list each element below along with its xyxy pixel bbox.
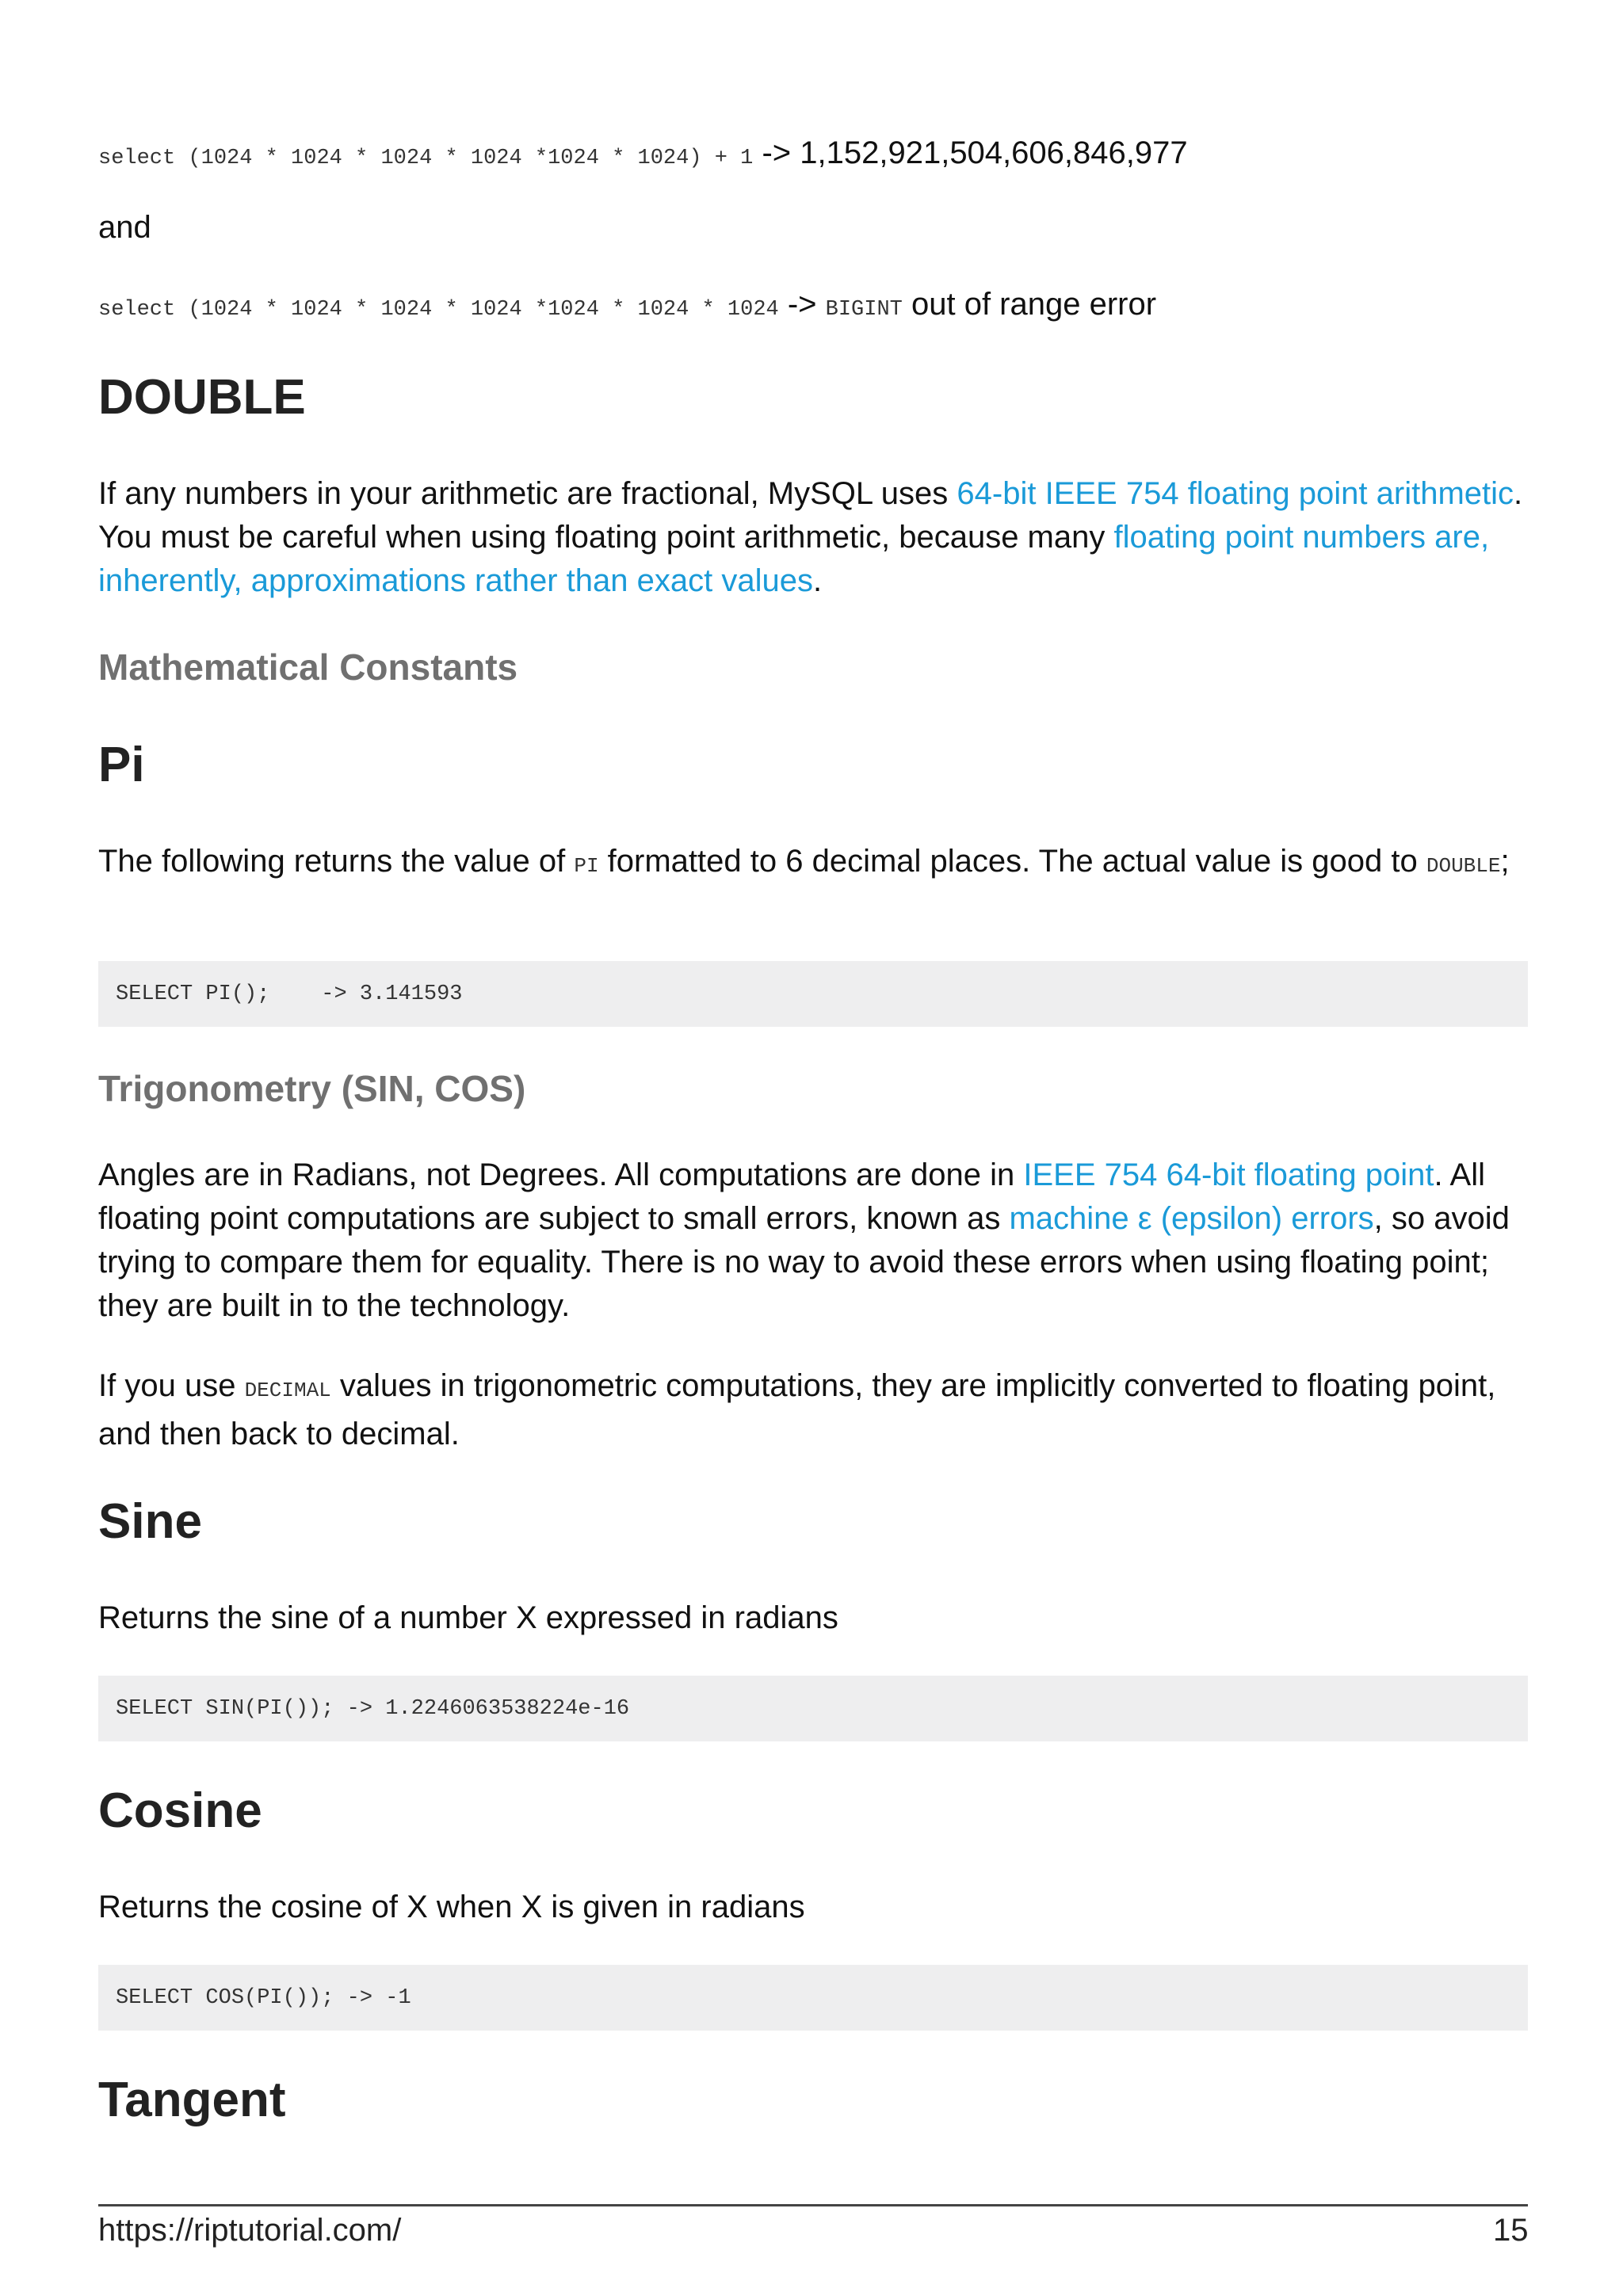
text-run: . All floating point computations are subject to small errors, known as <box>98 1158 1485 1236</box>
heading-sine: Sine <box>98 1494 202 1549</box>
text-run: . <box>812 563 823 598</box>
ieee-754-link[interactable]: 64-bit IEEE 754 floating point arithmetic <box>957 476 1514 511</box>
page-number: 15 <box>1493 2213 1529 2248</box>
text-run: values in trigonometric computations, they are implicitly converted to floating point, and then back to decimal. <box>98 1368 1496 1451</box>
heading-mathematical-constants: Mathematical Constants <box>98 646 518 688</box>
and-text: and <box>98 210 151 245</box>
bigint-overflow-line <box>98 283 1528 332</box>
footer-divider <box>98 2204 1528 2206</box>
text-run: Angles are in Radians, not Degrees. All computations are done in <box>98 1158 1024 1192</box>
arrow-text: -> <box>778 287 826 322</box>
heading-tangent: Tangent <box>98 2073 286 2127</box>
approximations-link[interactable]: floating point numbers are, inherently, approximations rather than exact values <box>98 520 1490 598</box>
double-paragraph <box>98 472 1528 603</box>
sine-description: Returns the sine of a number X expressed in radians <box>98 1600 838 1635</box>
inline-code: select (1024 * 1024 * 1024 * 1024 *1024 * 1024 * 1024 <box>98 298 779 322</box>
inline-code: DECIMAL <box>244 1379 331 1402</box>
text-run: , so avoid trying to compare them for equality. There is no way to avoid these errors when using floating point; they are built in to the technology. <box>98 1201 1510 1323</box>
cosine-description: Returns the cosine of X when X is given in radians <box>98 1890 805 1924</box>
inline-code: DOUBLE <box>1426 854 1501 878</box>
trig-paragraph-2 <box>98 1364 1528 1456</box>
result-value: 1,152,921,504,606,846,977 <box>800 135 1188 170</box>
text-run: If you use <box>98 1368 245 1403</box>
code-block-sine: SELECT SIN(PI()); -> 1.2246063538224e-16 <box>98 1676 1528 1741</box>
inline-code: PI <box>574 854 599 878</box>
code-block-cosine: SELECT COS(PI()); -> -1 <box>98 1965 1528 2031</box>
arrow-text: -> <box>753 135 800 170</box>
text-run: ; <box>1500 844 1510 879</box>
bigint-example-line <box>98 132 1528 181</box>
text-run: formatted to 6 decimal places. The actual value is good to <box>598 844 1426 879</box>
machine-epsilon-link[interactable]: machine ε (epsilon) errors <box>1009 1201 1374 1236</box>
inline-code: select (1024 * 1024 * 1024 * 1024 *1024 * 1024) + 1 <box>98 147 754 170</box>
text-run: If any numbers in your arithmetic are fractional, MySQL uses <box>98 476 957 511</box>
error-text: out of range error <box>902 287 1157 322</box>
footer-url-link[interactable]: https://riptutorial.com/ <box>98 2213 402 2248</box>
ieee-754-64bit-link[interactable]: IEEE 754 64-bit floating point <box>1023 1158 1434 1192</box>
heading-trigonometry: Trigonometry (SIN, COS) <box>98 1068 526 1109</box>
text-run: The following returns the value of <box>98 844 575 879</box>
heading-pi: Pi <box>98 738 145 792</box>
code-block-pi: SELECT PI(); -> 3.141593 <box>98 961 1528 1027</box>
pi-paragraph <box>98 840 1528 888</box>
inline-code-type: BIGINT <box>825 298 903 322</box>
heading-cosine: Cosine <box>98 1783 262 1838</box>
heading-double: DOUBLE <box>98 370 306 425</box>
trig-paragraph-1 <box>98 1154 1528 1328</box>
text-run: . You must be careful when using floating point arithmetic, because many <box>98 476 1523 555</box>
